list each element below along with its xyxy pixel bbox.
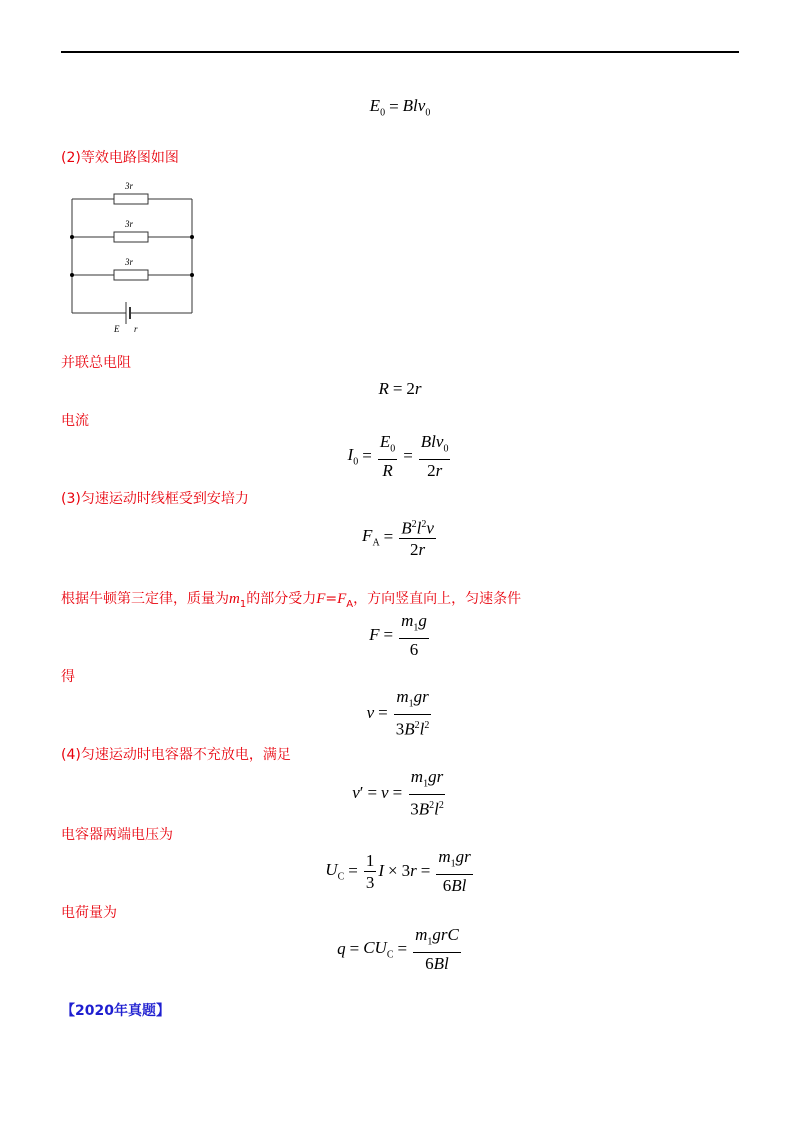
step-4-text: (4)匀速运动时电容器不充放电，满足 xyxy=(61,747,291,763)
step-current-text: 电流 xyxy=(61,413,89,429)
equation-total-resistance: R = 2r xyxy=(378,379,422,398)
step-parallel-resistance-text: 并联总电阻 xyxy=(61,355,131,371)
resistor-label: 3r xyxy=(125,181,134,191)
equation-charge: q = $CU_C$ = $\frac{m_1grC}{6Bl}$ xyxy=(337,924,459,974)
step-capacitor-voltage-text: 电容器两端电压为 xyxy=(61,827,173,843)
resistor-label: 3r xyxy=(125,257,134,267)
source-emf-label: E xyxy=(114,324,120,334)
step-2-text: (2)等效电路图如图 xyxy=(61,150,179,166)
step-newton-text: 根据牛顿第三定律，质量为$m_1$的部分受力$F=F_A$，方向竖直向上，匀速条件 xyxy=(61,591,522,610)
equivalent-circuit-diagram xyxy=(66,178,206,338)
equation-current: $I_0$ = $\frac{E_0}{R}$ = $\frac{Blv_0}{2r}$ xyxy=(347,431,449,481)
source-resistance-label: r xyxy=(134,324,138,334)
step-therefore-text: 得 xyxy=(61,669,75,685)
resistor-label: 3r xyxy=(125,219,134,229)
equation-capacitor-voltage: $U_C$ = $\frac{1}{3}$ I × 3r = $\frac{m_1gr}{6Bl}$ xyxy=(325,846,471,896)
section-heading: 【2020年真题】 xyxy=(61,1003,170,1019)
equation-force-balance: F = $\frac{m_1g}{6}$ xyxy=(369,610,427,660)
header-rule xyxy=(61,51,739,53)
equation-velocity: v = $\frac{m_1gr}{3B^2l^2}$ xyxy=(366,686,430,740)
equation-ampere-force: $F_A$ = $\frac{B^2l^2v}{2r}$ xyxy=(0,514,800,560)
equation-emf: $E_0$ = Blv$_0$ xyxy=(369,95,431,119)
step-charge-text: 电荷量为 xyxy=(61,905,117,921)
equation-velocity-prime: v′ = v = $\frac{m_1gr}{3B^2l^2}$ xyxy=(352,766,444,820)
step-3-text: (3)匀速运动时线框受到安培力 xyxy=(61,491,249,507)
